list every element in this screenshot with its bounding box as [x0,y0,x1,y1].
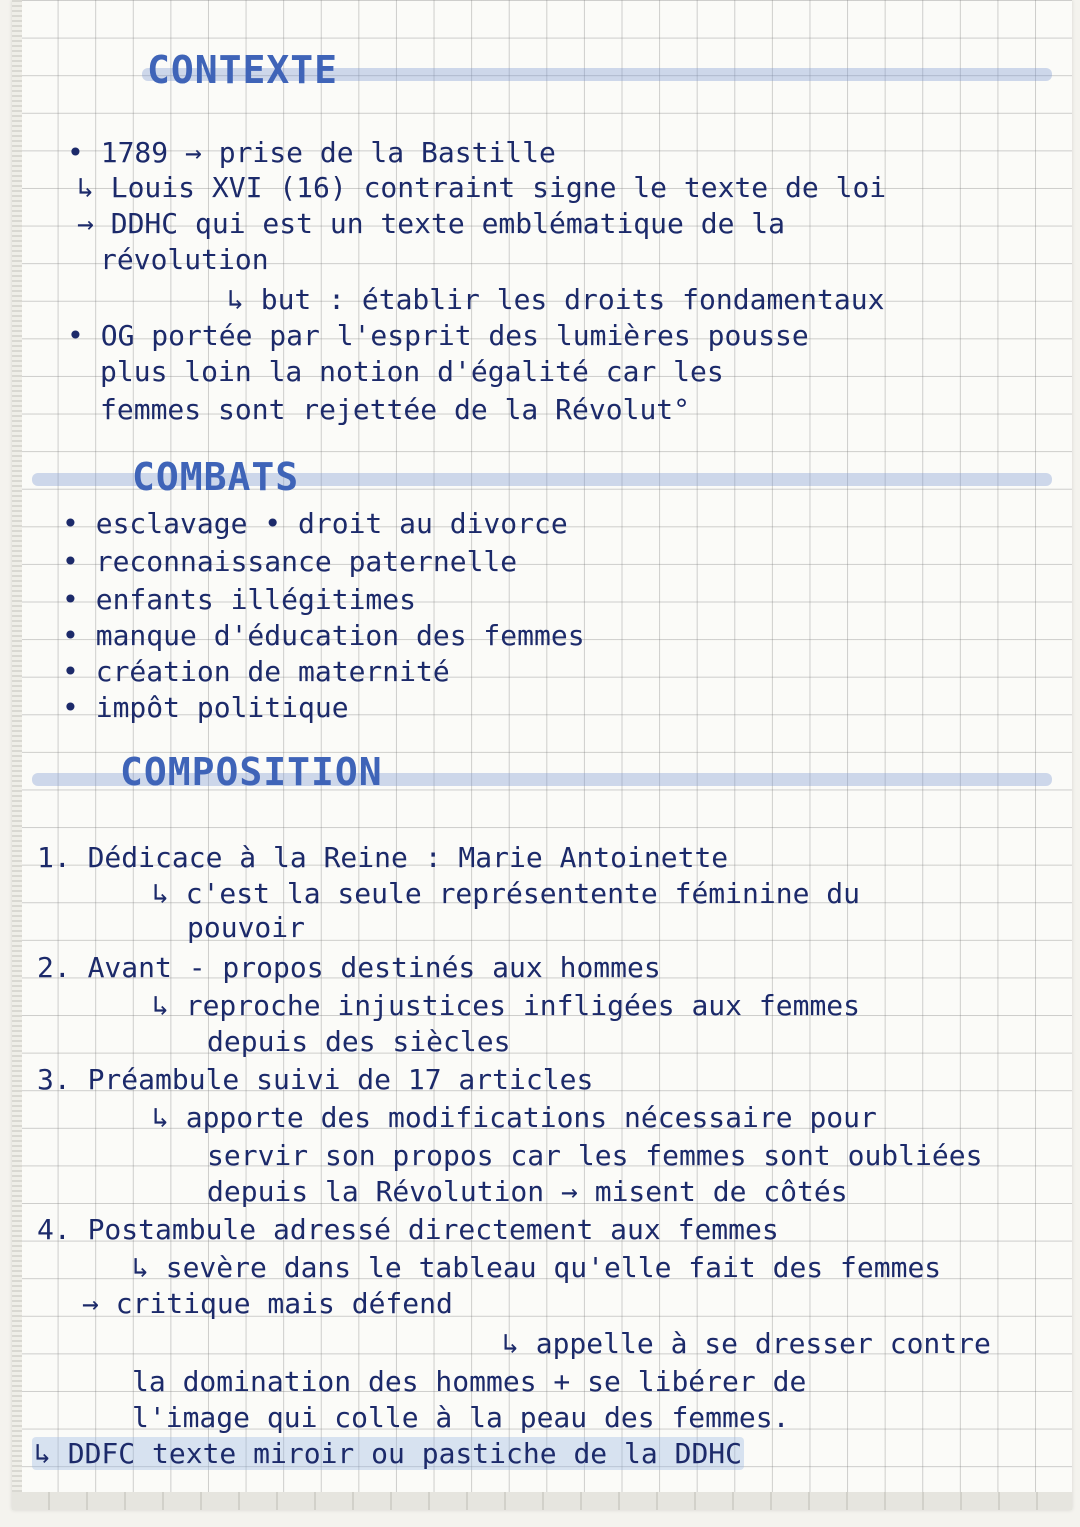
contexte-line: → DDHC qui est un texte emblématique de la [77,207,786,240]
composition-line: depuis des siècles [207,1025,511,1058]
composition-line: ↳ apporte des modifications nécessaire pour [152,1101,877,1134]
notebook-page [12,0,1072,1510]
composition-line: la domination des hommes + se libérer de [132,1365,807,1398]
composition-line: 1. Dédicace à la Reine : Marie Antoinette [37,841,729,874]
contexte-line: ↳ but : établir les droits fondamentaux [227,283,885,316]
contexte-line: révolution [100,243,269,276]
composition-line: pouvoir [187,911,306,944]
page-stack-edge [12,0,22,1510]
composition-line: servir son propos car les femmes sont oubliées [207,1139,983,1172]
composition-line: ↳ appelle à se dresser contre [502,1327,991,1360]
contexte-line: plus loin la notion d'égalité car les [100,355,724,388]
conclusion-highlight: ↳ DDFC texte miroir ou pastiche de la DDHC [34,1437,743,1470]
heading-contexte: CONTEXTE [147,48,339,92]
contexte-line: • OG portée par l'esprit des lumières pousse [67,319,809,352]
contexte-line: • 1789 → prise de la Bastille [67,136,556,169]
composition-line: 2. Avant - propos destinés aux hommes [37,951,661,984]
composition-line: → critique mais défend [82,1287,453,1320]
composition-line: ↳ sevère dans le tableau qu'elle fait des femmes [132,1251,942,1284]
contexte-line: ↳ Louis XVI (16) contraint signe le texte de loi [77,171,887,204]
combats-item: • création de maternité [62,655,450,688]
composition-line: 3. Préambule suivi de 17 articles [37,1063,594,1096]
composition-line: 4. Postambule adressé directement aux femmes [37,1213,779,1246]
composition-line: l'image qui colle à la peau des femmes. [132,1401,790,1434]
contexte-line: femmes sont rejettée de la Révolut° [100,393,691,426]
heading-combats: COMBATS [132,455,300,499]
combats-item: • manque d'éducation des femmes [62,619,585,652]
combats-item: • esclavage • droit au divorce [62,507,568,540]
combats-item: • enfants illégitimes [62,583,417,616]
combats-item: • reconnaissance paternelle [62,545,518,578]
composition-line: ↳ reproche injustices infligées aux femmes [152,989,861,1022]
composition-line: depuis la Révolution → misent de côtés [207,1175,848,1208]
combats-item: • impôt politique [62,691,349,724]
composition-line: ↳ c'est la seule représentente féminine du [152,877,861,910]
page-bottom-edge [12,1492,1072,1510]
composition-conclusion [32,1436,744,1472]
heading-composition: COMPOSITION [120,750,383,794]
